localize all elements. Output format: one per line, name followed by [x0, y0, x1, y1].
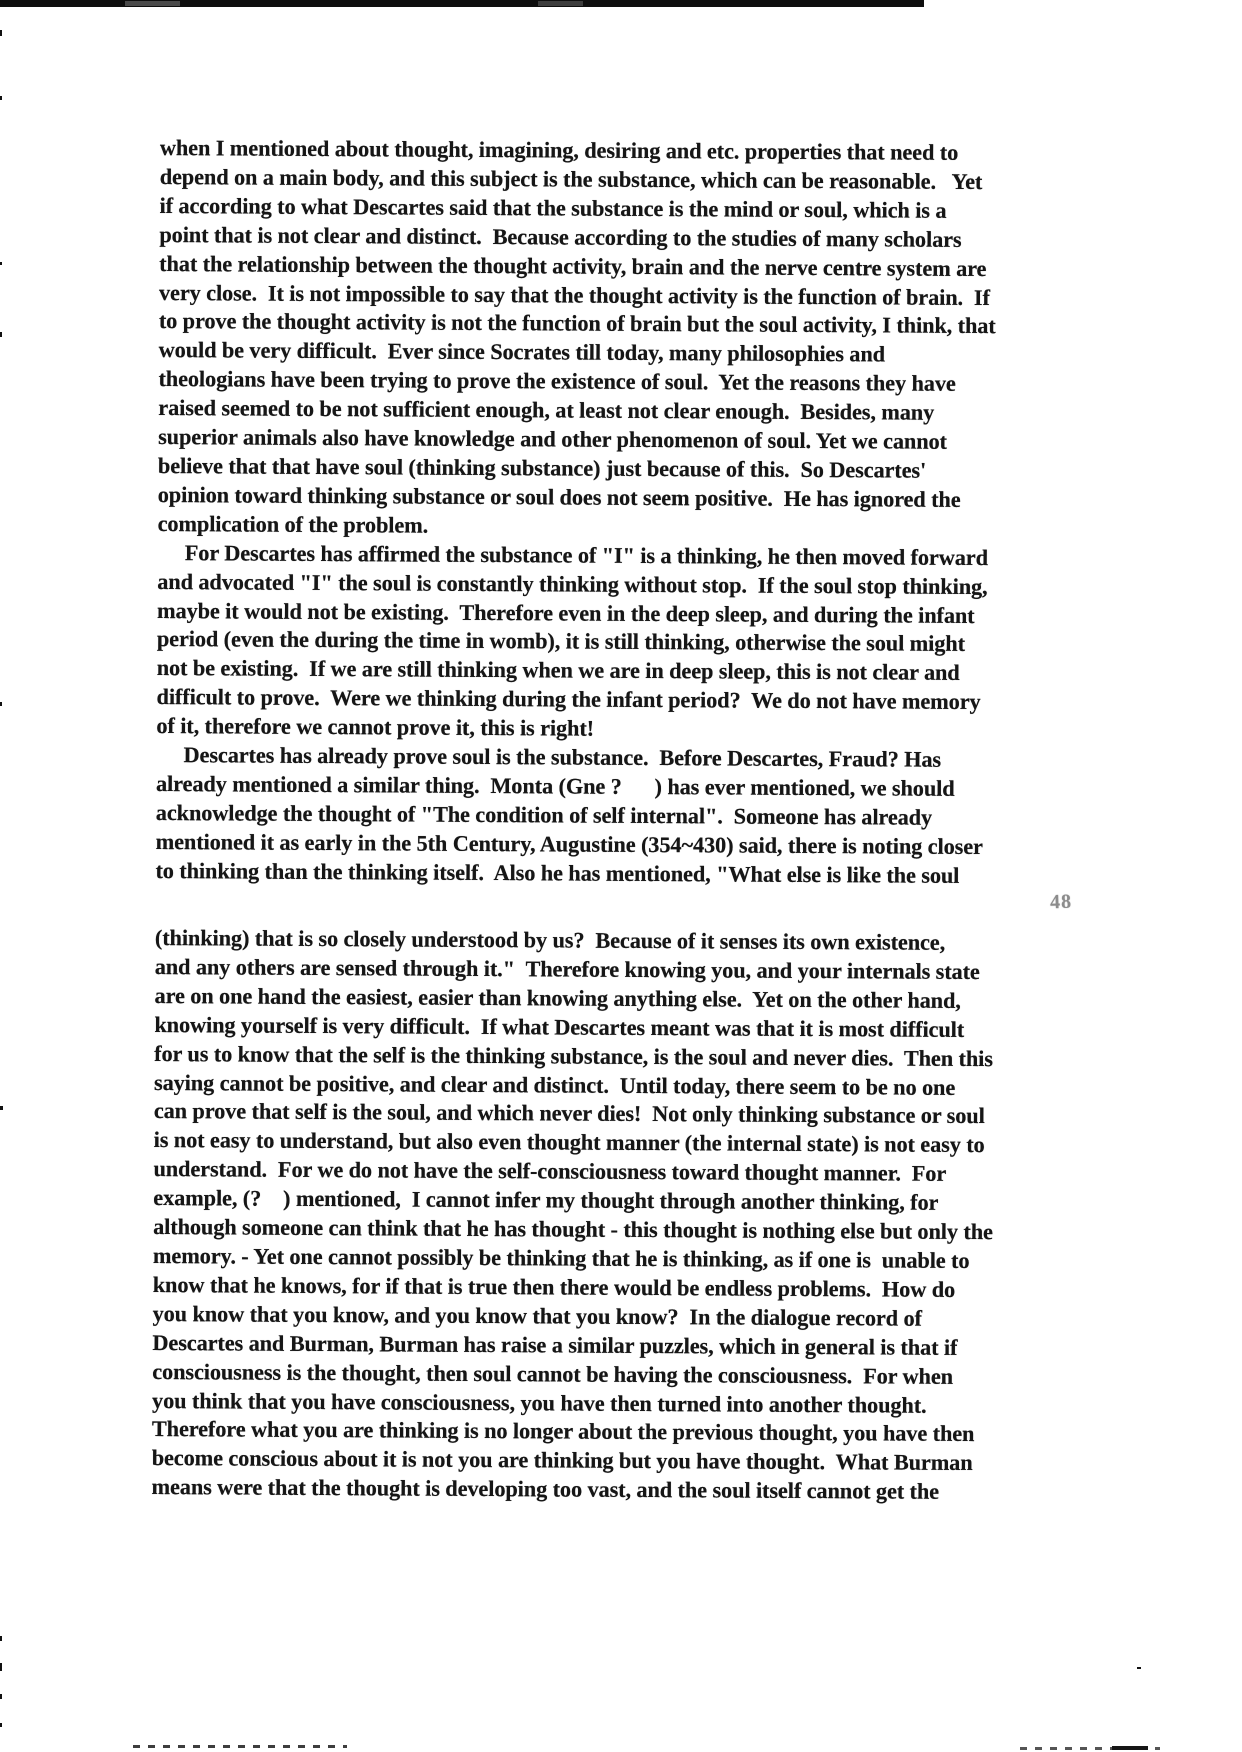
page-text-top: when I mentioned about thought, imagining, desiring and etc. properties that need to depend on a main body, and this subject is the substance, which can be reasonable. Yet if according to what Descartes said that the substance is the mind or soul, which is a point that is not clear and distinct. Because according to the studies of many scholars that the relationship between the thought activity, brain and the nerve centre system are very close. It is not impossible to say that the thought activity is the function of brain. If to prove the thought activity is not the function of brain but the soul activity, I think, that would be very difficult. Ever since Socrates till today, many philosophies and theologians have been trying to prove the existence of soul. Yet the reasons they have raised seemed to be not sufficient enough, at least not clear enough. Besides, many superior animals also have knowledge and other phenomenon of soul. Yet we cannot believe that that have soul (thinking substance) just because of this. So Descartes' opinion toward thinking substance or soul does not seem positive. He has ignored the complication of the problem. For Descartes has affirmed the substance of "I" is a thinking, he then moved forward and advocated "I" the soul is constantly thinking without stop. If the soul stop thinking, maybe it would not be existing. Therefore even in the deep sleep, and during the infant period (even the during the time in womb), it is still thinking, otherwise the soul might not be existing. If we are still thinking when we are in deep sleep, this is not clear and difficult to prove. Were we thinking during the infant period? We do not have memory of it, therefore we cannot prove it, this is right! Descartes has already prove soul is the substance. Before Descartes, Fraud? Has already mentioned a similar thing. Monta (Gne ? ) has ever mentioned, we should acknowledge the thought of "The condition of self internal". Someone has already mentioned it as early in the 5th Century, Augustine (354~430) said, there is noting closer to thinking than the thinking itself. Also he has mentioned, "What else is like the soul — [155, 134, 996, 888]
scan-speck — [0, 96, 2, 100]
page-number: 48 — [1049, 890, 1073, 914]
scan-speck — [0, 1694, 2, 1699]
scan-speck — [0, 30, 2, 36]
scan-speck — [0, 1636, 2, 1641]
scan-speck — [0, 1723, 2, 1727]
scan-speck — [0, 702, 2, 706]
scan-artifact-top-bar-fade — [125, 1, 180, 6]
scan-artifact-top-bar-tail — [908, 0, 922, 6]
scan-speck — [0, 1106, 3, 1110]
scan-artifact-top-bar-fade — [538, 1, 583, 6]
scan-artifact-bottom-dash-solid — [1112, 1746, 1148, 1750]
page-text-bottom: (thinking) that is so closely understood by us? Because of it senses its own existence, and any others are sensed through it." Therefore knowing you, and your internals state are on one hand the easiest, easier than knowing anything else. Yet on the other hand, knowing yourself is very difficult. If what Descartes meant was that it is most difficult for us to know that the self is the thinking substance, is the soul and never dies. Then this saying cannot be positive, and clear and distinct. Until today, there seem to be no one can prove that self is the soul, and which never dies! Not only thinking substance or soul is not easy to understand, but also even thought manner (the internal state) is not easy to understand. For we do not have the self-consciousness toward thought manner. For example, (? ) mentioned, I cannot infer my thought through another thinking, for although someone can think that he has thought - this thought is nothing else but only the memory. - Yet one cannot possibly be thinking that he is thinking, as if one is unable to know that he knows, for if that is true then there would be endless problems. How do you know that you know, and you know that you know? In the dialogue record of Descartes and Burman, Burman has raise a similar puzzles, which in general is that if consciousness is the thought, then soul cannot be having the consciousness. For when you think that you have consciousness, you have then turned into another thought. Therefore what you are thinking is no longer about the previous thought, you have then become conscious about it is not you are thinking but you have thought. What Burman means were that the thought is developing too vast, and the soul itself cannot get the — [151, 925, 993, 1505]
scan-artifact-bottom-dashes-left — [133, 1745, 347, 1748]
scan-speck — [0, 262, 2, 265]
scan-speck — [0, 332, 2, 337]
scan-speck — [0, 1663, 2, 1671]
scan-speck — [1137, 1667, 1141, 1669]
